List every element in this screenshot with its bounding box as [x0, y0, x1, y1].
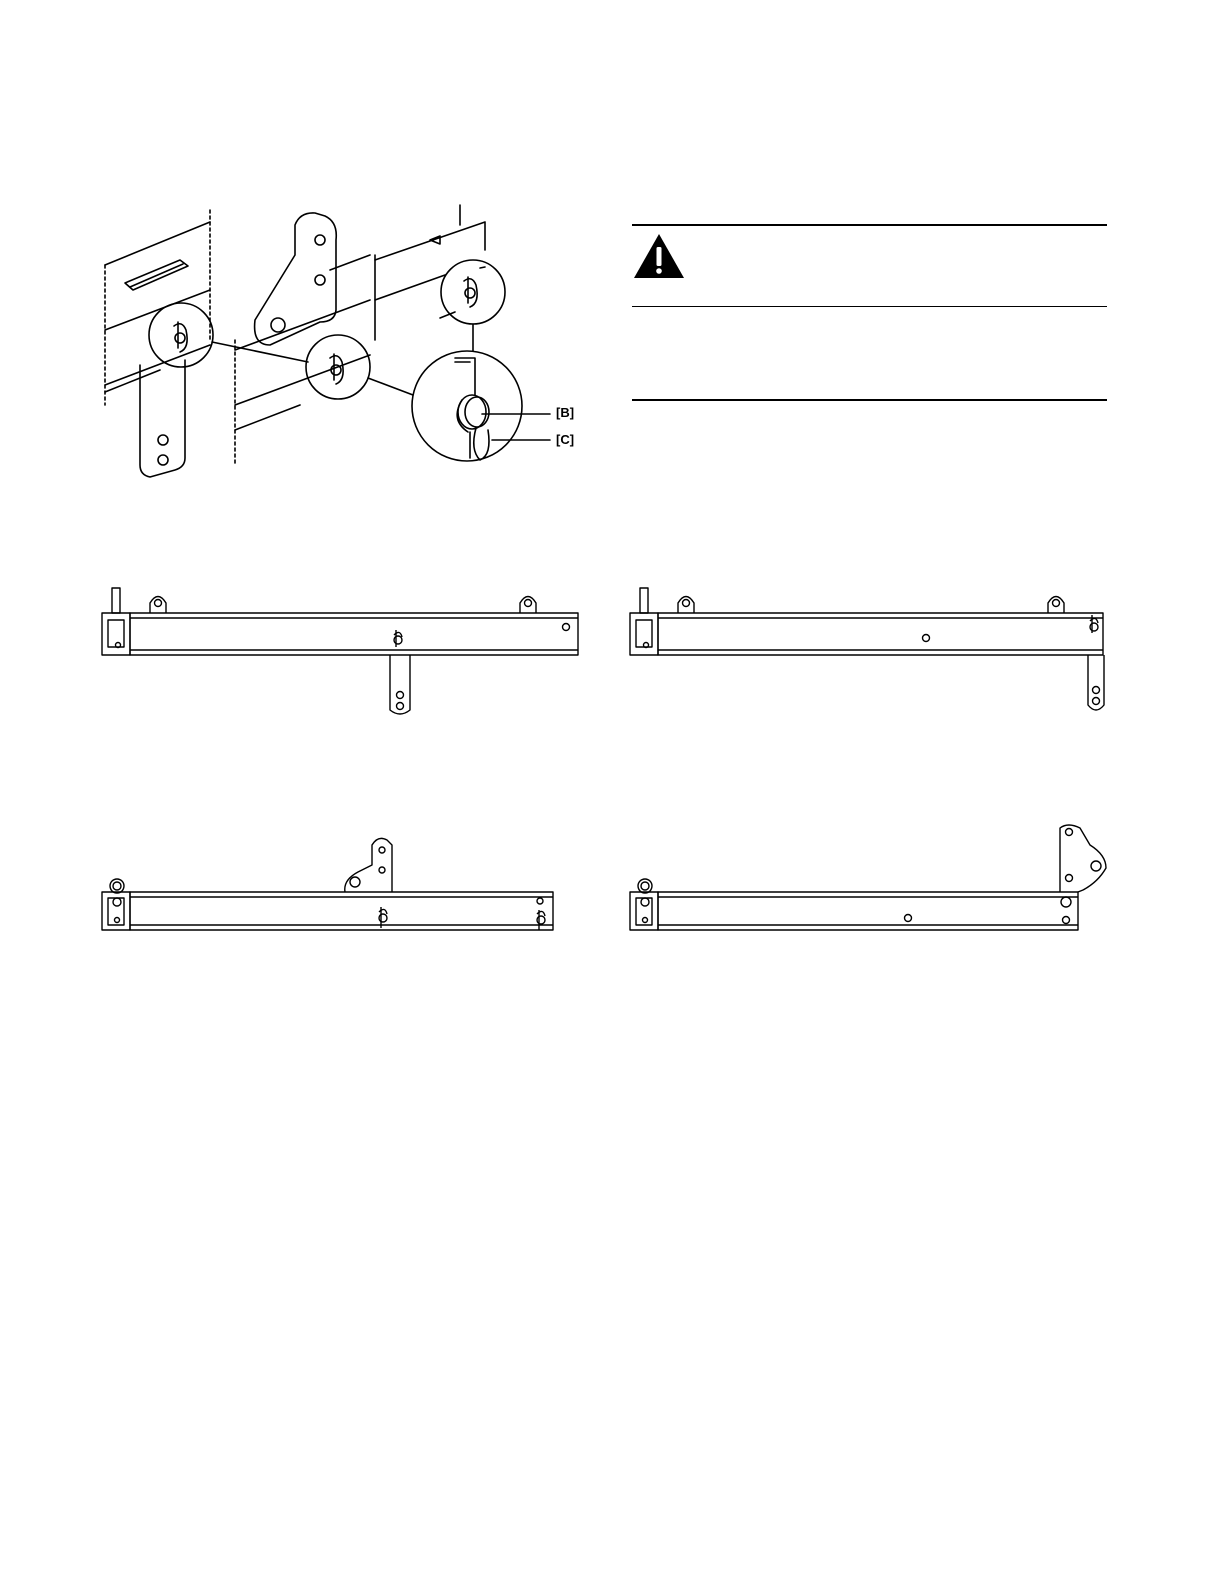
warning-middle-rule [632, 306, 1107, 307]
bar-diagram-end-plate [628, 820, 1118, 940]
bar-diagram-center-link [100, 585, 590, 725]
pin-detail-illustration [0, 0, 600, 500]
bar-diagram-end-link [628, 585, 1118, 725]
warning-bottom-rule [632, 399, 1107, 401]
warning-triangle-icon [632, 232, 686, 280]
warning-top-rule [632, 224, 1107, 226]
bar-diagram-top-plate [100, 830, 570, 940]
callout-b-label: [B] [556, 405, 575, 420]
callout-c-label: [C] [556, 432, 575, 447]
